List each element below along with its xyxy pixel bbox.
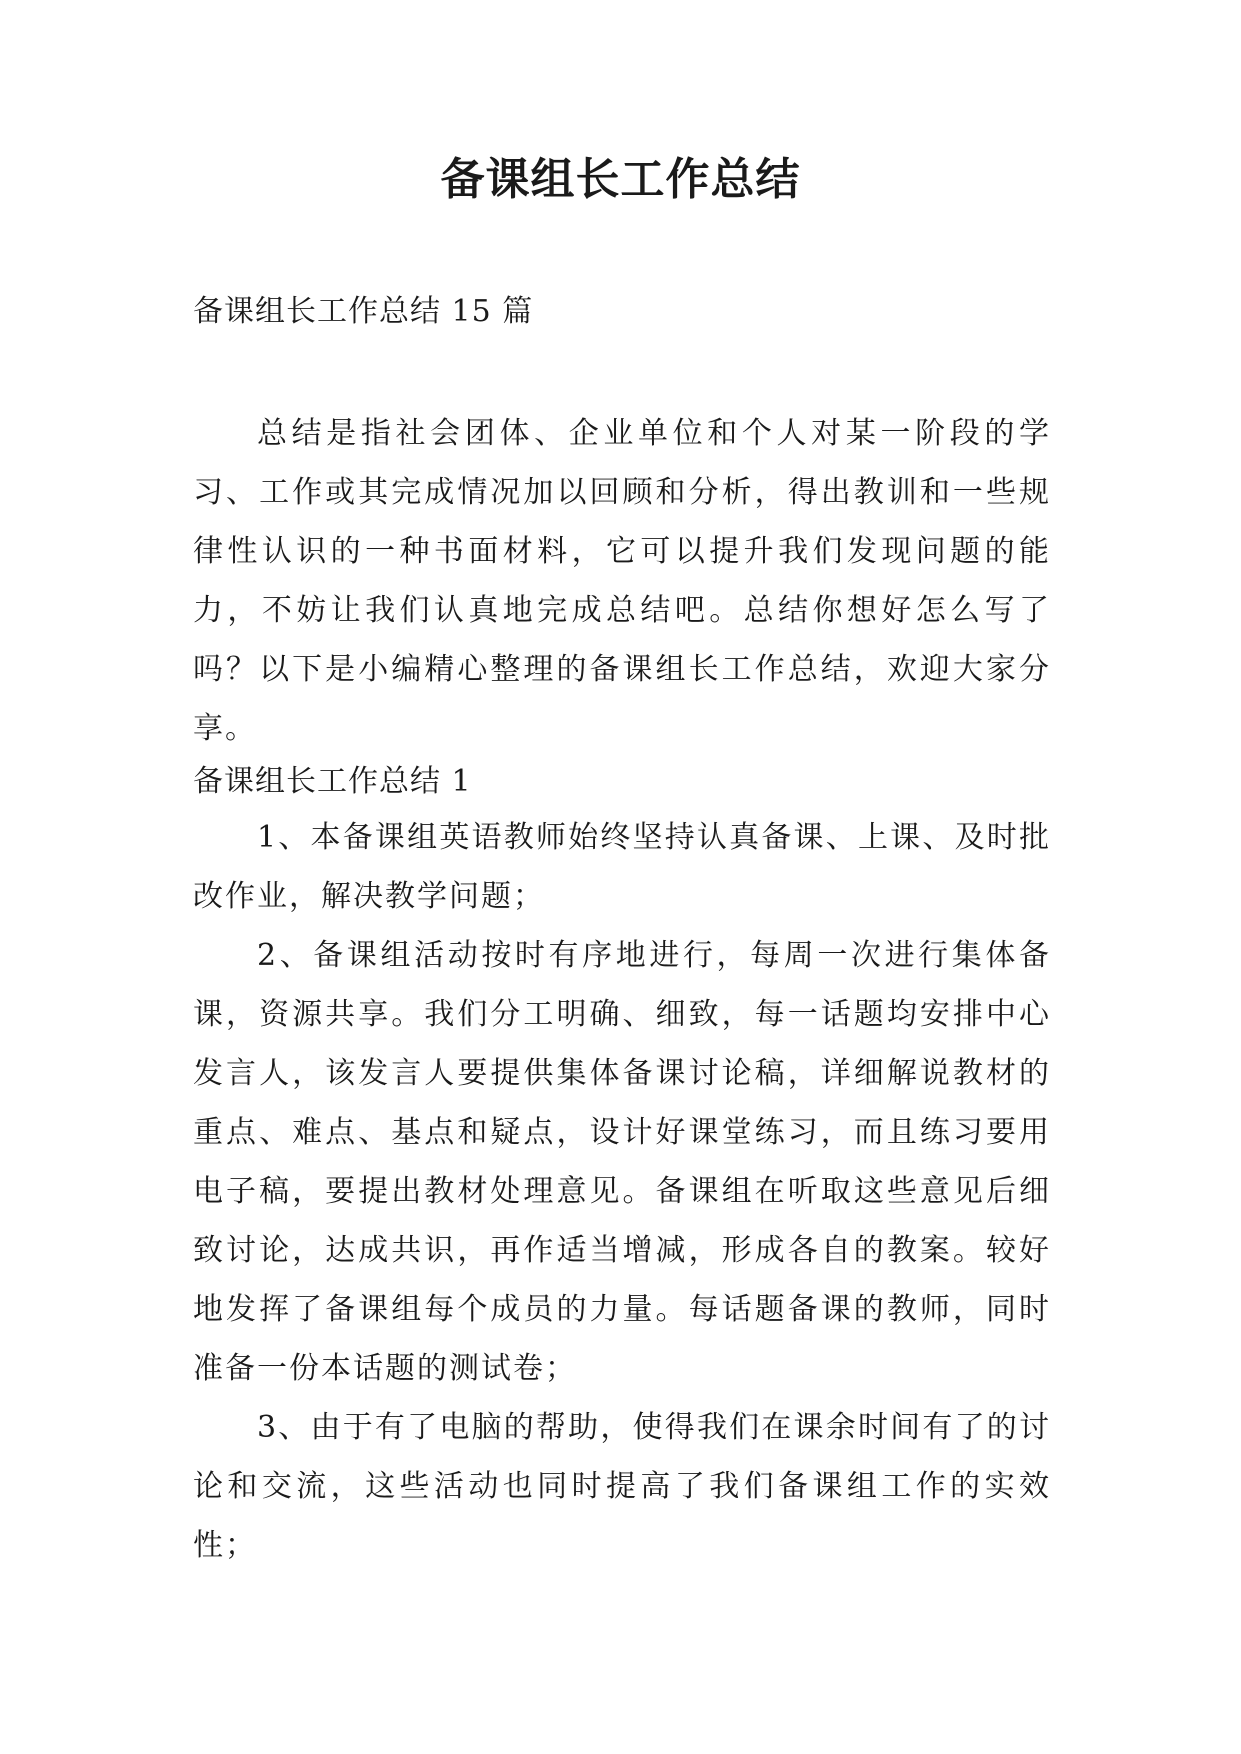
document-title: 备课组长工作总结: [440, 154, 801, 205]
body-paragraph-3: 3、由于有了电脑的帮助，使得我们在课余时间有了的讨论和交流，这些活动也同时提高了我们备课组工作的实效性；: [193, 1410, 1051, 1563]
body-paragraph-1: 1、本备课组英语教师始终坚持认真备课、上课、及时批改作业，解决教学问题；: [193, 820, 1051, 914]
intro-block: [193, 404, 1051, 758]
intro-paragraph: 总结是指社会团体、企业单位和个人对某一阶段的学习、工作或其完成情况加以回顾和分析，得出教训和一些规律性认识的一种书面材料，它可以提升我们发现问题的能力，不妨让我们认真地完成总结吧。总结你想好怎么写了吗？以下是小编精心整理的备课组长工作总结，欢迎大家分享。: [193, 416, 1051, 746]
section-heading: 备课组长工作总结 1: [193, 764, 472, 799]
document-subtitle: 备课组长工作总结 15 篇: [193, 294, 534, 329]
body-paragraph-2: 2、备课组活动按时有序地进行，每周一次进行集体备课，资源共享。我们分工明确、细致，每一话题均安排中心发言人，该发言人要提供集体备课讨论稿，详细解说教材的重点、难点、基点和疑点，设计好课堂练习，而且练习要用电子稿，要提出教材处理意见。备课组在听取这些意见后细致讨论，达成共识，再作适当增减，形成各自的教案。较好地发挥了备课组每个成员的力量。每话题备课的教师，同时准备一份本话题的测试卷；: [193, 938, 1051, 1386]
section-body: [193, 808, 1051, 1575]
